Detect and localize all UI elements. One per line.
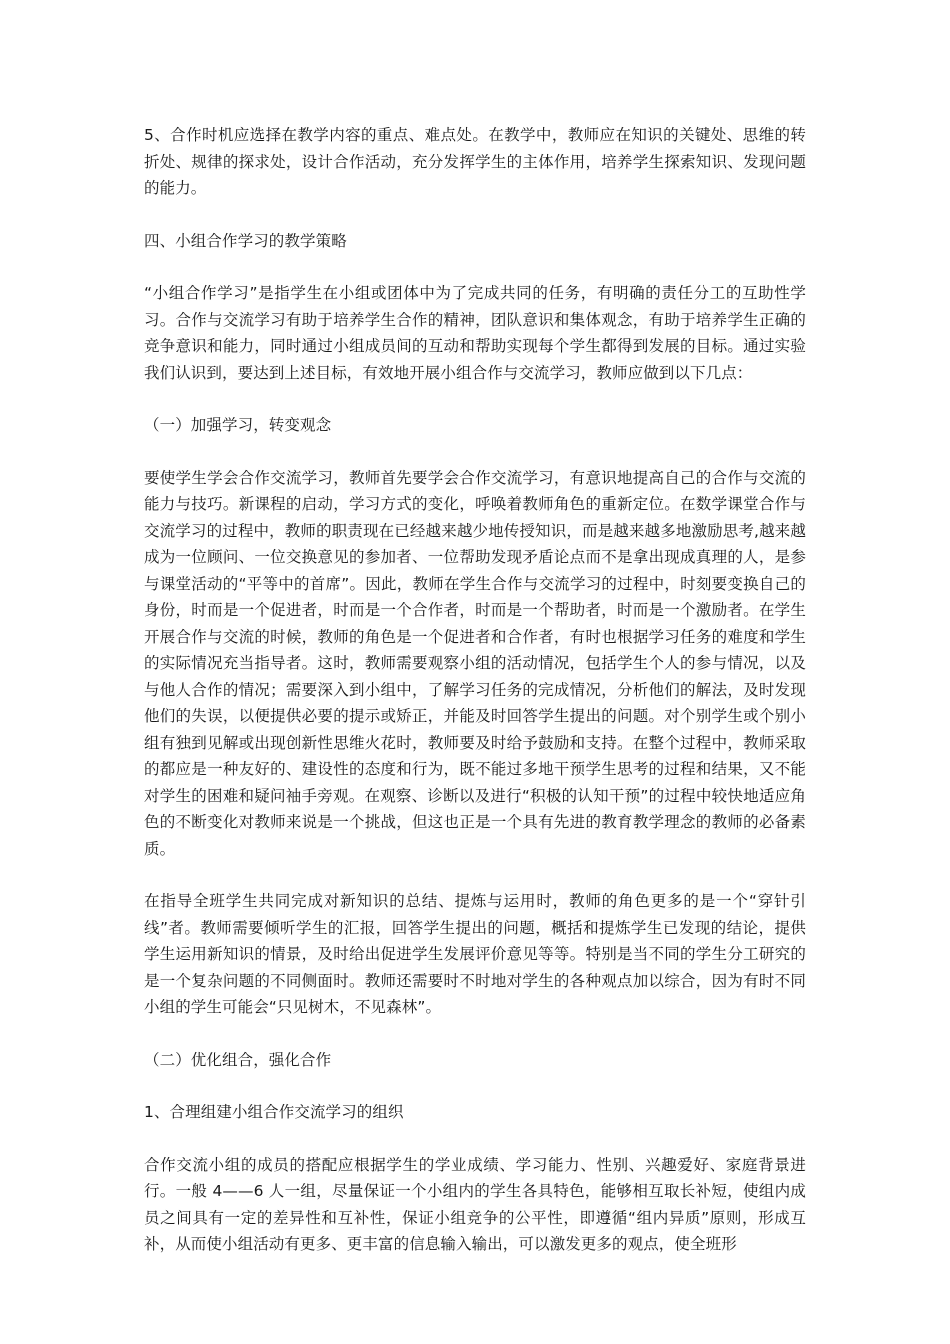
paragraph-cooperation-timing: 5、合作时机应选择在教学内容的重点、难点处。在教学中，教师应在知识的关键处、思维的转折处、规律的探求处，设计合作活动，充分发挥学生的主体作用，培养学生探索知识、发现问题的能力。 [144, 126, 806, 197]
subsection-heading-1: （一）加强学习，转变观念 [144, 416, 332, 434]
paragraph-group-composition: 合作交流小组的成员的搭配应根据学生的学业成绩、学习能力、性别、兴趣爱好、家庭背景进行。一般 4——6 人一组，尽量保证一个小组内的学生各具特色，能够相互取长补短，使组内成员之间具有一定的差异性和互补性，保证小组竞争的公平性，即遵循“组内异质”原则，形成互补，从而使小组活动有更多、更丰富的信息输入输出，可以激发更多的观点，使全班形 [144, 1155, 806, 1253]
item-heading-group-organization: 1、合理组建小组合作交流学习的组织 [144, 1103, 404, 1121]
document-body [144, 122, 806, 1258]
subsection-heading-2: （二）优化组合，强化合作 [144, 1050, 332, 1069]
paragraph-teacher-role: 要使学生学会合作交流学习，教师首先要学会合作交流学习，有意识地提高自己的合作与交流的能力与技巧。新课程的启动，学习方式的变化，呼唤着教师角色的重新定位。在数学课堂合作与交流学习的过程中，教师的职责现在已经越来越少地传授知识，而是越来越多地激励思考,越来越成为一位顾问、一位交换意见的参加者、一位帮助发现矛盾论点而不是拿出现成真理的人，是参与课堂活动的“平等中的首席”。因此，教师在学生合作与交流学习的过程中，时刻要变换自己的身份，时而是一个促进者，时而是一个合作者，时而是一个帮助者，时而是一个激励者。在学生开展合作与交流的时候，教师的角色是一个促进者和合作者，有时也根据学习任务的难度和学生的实际情况充当指导者。这时，教师需要观察小组的活动情况，包括学生个人的参与情况，以及与他人合作的情况；需要深入到小组中，了解学习任务的完成情况，分析他们的解法，及时发现他们的失误，以便提供必要的提示或矫正，并能及时回答学生提出的问题。对个别学生或个别小组有独到见解或出现创新性思维火花时，教师要及时给予鼓励和支持。在整个过程中，教师采取的都应是一种友好的、建设性的态度和行为，既不能过多地干预学生思考的过程和结果，又不能对学生的困难和疑问袖手旁观。在观察、诊断以及进行“积极的认知干预”的过程中较快地适应角色的不断变化对教师来说是一个挑战，但这也正是一个具有先进的教育教学理念的教师的必备素质。 [144, 468, 806, 858]
paragraph-guiding-class: 在指导全班学生共同完成对新知识的总结、提炼与运用时，教师的角色更多的是一个“穿针引线”者。教师需要倾听学生的汇报，回答学生提出的问题，概括和提炼学生已发现的结论，提供学生运用新知识的情景，及时给出促进学生发展评价意见等等。特别是当不同的学生分工研究的是一个复杂问题的不同侧面时。教师还需要时不时地对学生的各种观点加以综合，因为有时不同小组的学生可能会“只见树木，不见森林”。 [144, 892, 806, 1016]
paragraph-group-learning-definition: “小组合作学习”是指学生在小组或团体中为了完成共同的任务，有明确的责任分工的互助性学习。合作与交流学习有助于培养学生合作的精神，团队意识和集体观念，有助于培养学生正确的竞争意识和能力，同时通过小组成员间的互动和帮助实现每个学生都得到发展的目标。通过实验我们认识到，要达到上述目标，有效地开展小组合作与交流学习，教师应做到以下几点： [144, 284, 806, 382]
section-heading-strategies: 四、小组合作学习的教学策略 [144, 231, 347, 250]
